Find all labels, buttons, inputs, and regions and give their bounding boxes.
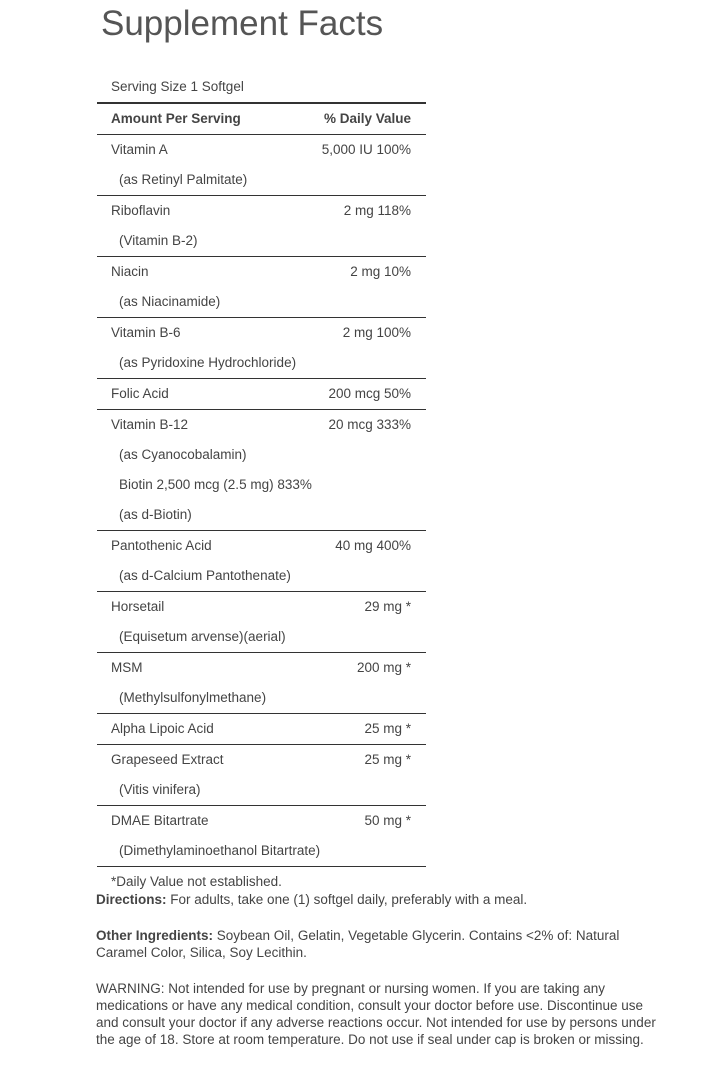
nutrient-source: (Vitis vinifera) [119,782,201,797]
nutrient-amount: 25 mg * [364,752,411,767]
other-ingredients-text: Soybean Oil, Gelatin, Vegetable Glycerin. Contains <2% of: Natural Caramel Color, Silica, Soy Lecithin. [96,928,620,960]
nutrient-name: Pantothenic Acid [111,538,212,553]
directions-label: Directions: [96,892,167,907]
other-ingredients [96,927,656,961]
nutrient-name: Niacin [111,264,149,279]
nutrient-amount: 2 mg 118% [343,203,411,218]
nutrient-amount: 5,000 IU 100% [321,142,411,157]
nutrient-name: Alpha Lipoic Acid [111,721,214,736]
nutrient-source: (as Cyanocobalamin) [119,447,247,462]
nutrient-amount: 200 mcg 50% [328,386,411,401]
nutrient-source: (as Retinyl Palmitate) [119,172,248,187]
table-row [97,592,426,653]
directions [96,891,656,908]
table-row [97,196,426,257]
nutrient-name: Folic Acid [111,386,169,401]
nutrient-amount: 2 mg 10% [350,264,411,279]
nutrient-source: (Vitamin B-2) [119,233,198,248]
nutrient-source: (Equisetum arvense)(aerial) [119,629,286,644]
nutrient-name: Vitamin A [111,142,168,157]
nutrient-amount: 29 mg * [364,599,411,614]
nutrient-name: Riboflavin [111,203,171,218]
nutrient-name: Horsetail [111,599,165,614]
nutrient-name: DMAE Bitartrate [111,813,209,828]
table-row [97,531,426,592]
nutrient-name: MSM [111,660,143,675]
table-row [97,806,426,867]
nutrient-source: (as d-Biotin) [119,507,192,522]
other-ingredients-label: Other Ingredients: [96,928,214,943]
table-row [97,257,426,318]
nutrient-amount: 40 mg 400% [335,538,411,553]
nutrient-name: Vitamin B-12 [111,417,189,432]
nutrient-source: (as Pyridoxine Hydrochloride) [119,355,297,370]
nutrient-list [97,135,426,867]
daily-value-header: % Daily Value [323,111,411,126]
table-row [97,318,426,379]
table-row [97,714,426,745]
supplement-facts-table [97,72,426,897]
daily-value-footnote: *Daily Value not established. [111,874,282,889]
table-header-row [97,104,426,135]
page-title: Supplement Facts [101,4,384,43]
serving-size-row [97,72,426,104]
table-row [97,410,426,531]
warning-text: WARNING: Not intended for use by pregnant or nursing women. If you are taking any medications or have any medical condition, consult your doctor before use. Discontinue use and consult your doctor if any adverse reactions occur. Not intended for use by persons under the age of 18. Store at room temperature. Do not use if seal under cap is broken or missing. [96,981,656,1047]
nutrient-source: (as Niacinamide) [119,294,221,309]
directions-text: For adults, take one (1) softgel daily, preferably with a meal. [166,892,528,907]
nutrient-name: Grapeseed Extract [111,752,224,767]
nutrient-amount: 25 mg * [364,721,411,736]
nutrient-source: (Methylsulfonylmethane) [119,690,267,705]
nutrient-amount: 20 mcg 333% [328,417,411,432]
table-row [97,745,426,806]
nutrient-source: (as d-Calcium Pantothenate) [119,568,291,583]
table-row [97,653,426,714]
table-row [97,379,426,410]
nutrient-source: (Dimethylaminoethanol Bitartrate) [119,843,321,858]
amount-per-serving-header: Amount Per Serving [111,111,241,126]
nutrient-amount: 200 mg * [356,660,411,675]
table-row [97,135,426,196]
nutrient-name: Vitamin B-6 [111,325,181,340]
serving-size: Serving Size 1 Softgel [111,79,244,94]
nutrient-amount: 2 mg 100% [342,325,411,340]
nutrient-amount: 50 mg * [364,813,411,828]
nutrient-source: Biotin 2,500 mcg (2.5 mg) 833% [119,477,312,492]
